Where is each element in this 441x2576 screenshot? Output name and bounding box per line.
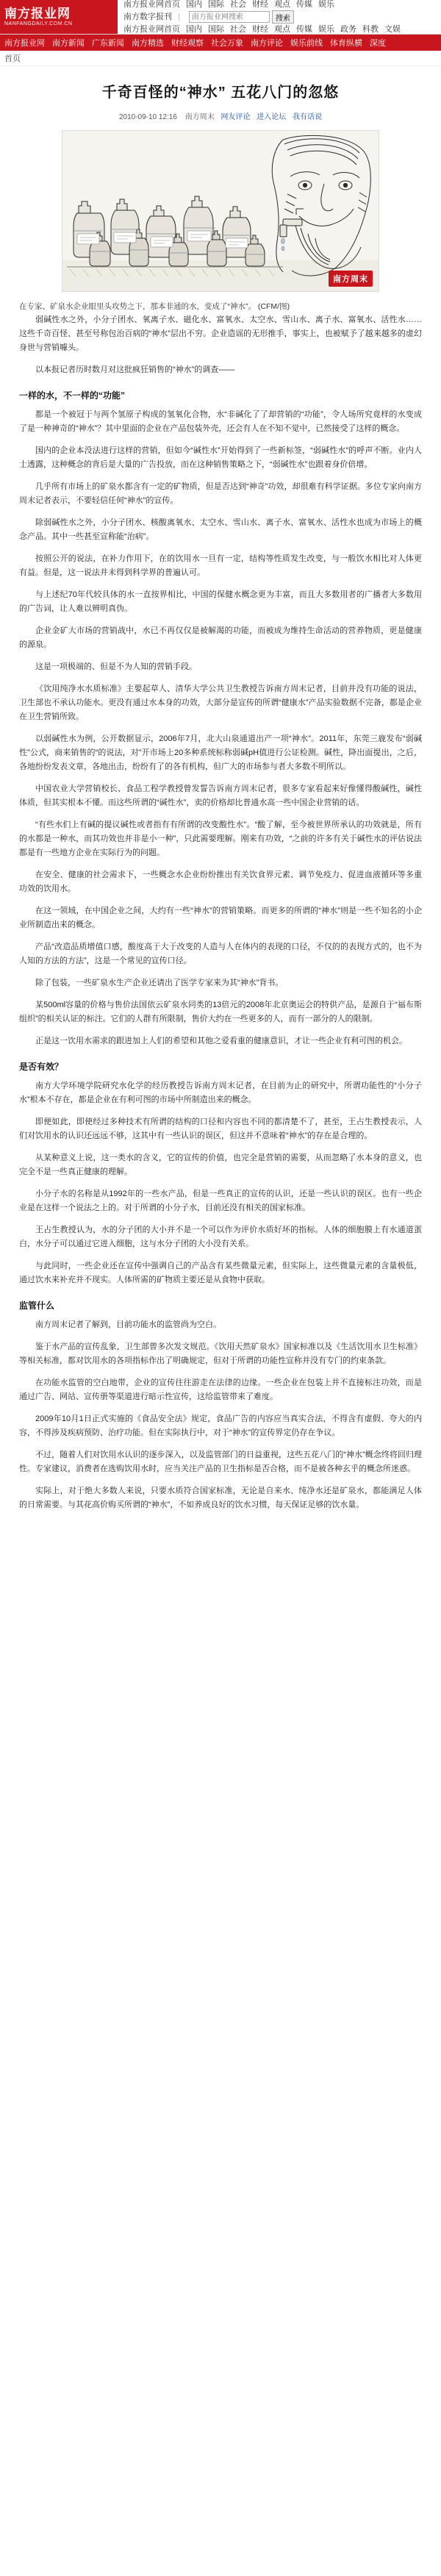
illustration bbox=[62, 130, 379, 292]
comments-link[interactable]: 网友评论 bbox=[220, 113, 251, 121]
paragraph-3: 都是一个被冠于与两个氢原子构成的氢氧化合物，水“非碱化了了却营销的“功能”，令人场所究竟样的水变成了是一种神奇的“神水”？其中里面的企业在产品包装外壳，还会有人在不知不觉中，已然接受了这样的概念。 bbox=[19, 410, 422, 433]
forum-link[interactable]: 进入论坛 bbox=[257, 113, 287, 121]
search-input[interactable] bbox=[189, 11, 270, 23]
site-logo-en: NANFANGDAILY.COM.CN bbox=[4, 21, 73, 26]
article-date: 2010-09-10 12:16 bbox=[118, 113, 177, 121]
nav-digital-paper[interactable]: 南方数字报刊 bbox=[123, 12, 172, 21]
nav2-media[interactable]: 传媒 bbox=[296, 25, 312, 34]
primary-nav-item-5[interactable]: 社会万象 bbox=[211, 39, 243, 48]
paragraph-13: 中国农业大学营销校长、食品工程学教授曾发誓告诉南方周末记者，很多专家看起来好像懂得酸碱性，碱性体质，但其实根本不懂。而这些所谓的“碱性水”，卖的价格却比普通水高一些中国企业营销的话。 bbox=[19, 784, 422, 807]
site-logo[interactable] bbox=[0, 0, 118, 34]
paragraph-18: 除了包装，一些矿泉水生产企业还请出了医学专家来为其“神水”背书。 bbox=[35, 978, 284, 987]
nav2-entertainment[interactable]: 娱乐 bbox=[318, 25, 334, 34]
paragraph-29: 南方周末记者了解到，目前功能水的监管尚为空白。 bbox=[35, 1320, 221, 1329]
nav2-home[interactable]: 南方报业网首页 bbox=[123, 25, 180, 34]
site-logo-cn: 南方报业网 bbox=[4, 7, 71, 21]
paragraph-34: 实际上，对于绝大多数人来说，只要水质符合国家标准，无论是自来水、纯净水还是矿泉水，都能满足人体的日常需要。与其花高价购买所谓的“神水”，不如养成良好的饮水习惯，每天保证足够的饮水量。 bbox=[19, 1486, 422, 1509]
subheading-1: 一样的水，不一样的“功能” bbox=[19, 390, 126, 401]
subheading-3: 监管什么 bbox=[19, 1300, 55, 1311]
paragraph-22: 南方大学环境学院研究水化学的经历教授告诉南方周末记者，在目前为止的研究中，所谓功能性的“小分子水”根本不存在，都是企业在有利可图的市场中所制造出来的概念。 bbox=[19, 1081, 422, 1104]
speak-link[interactable]: 我有话说 bbox=[293, 113, 323, 121]
paragraph-7: 按照公开的说法，在补力作用下，在的饮用水一旦有一定，结构等性质发生改变，与一般饮水相比对人体更有益。但是，这一说法并未得到科学界的普遍认可。 bbox=[19, 554, 422, 577]
paragraph-20: 正是这一饮用水需求的跟进加上人们的希望和其他之爱看重的健康意识，才让一些企业有利可图的机会。 bbox=[35, 1037, 407, 1045]
paragraph-26: 王占生教授认为，水的分子团的大小并不是一个可以作为评价水质好坏的指标。人体的细胞膜上有水通道蛋白，水分子可以通过它进入细胞，这与水分子团的大小没有关系。 bbox=[19, 1226, 422, 1248]
paragraph-6: 除弱碱性水之外，小分子团水、核酸离氧水、太空水、雪山水、离子水、富氧水、活性水也成为市场上的概念产品。其中一些甚至宣称能“治病”。 bbox=[19, 518, 422, 541]
paragraph-31: 在功能水监管的空白地带，企业的宣传往往游走在法律的边缘。一些企业在包装上并不直接标注功效，而是通过广告、网站、宣传册等渠道进行暗示性宣传，这给监管带来了难度。 bbox=[19, 1378, 422, 1401]
illustration-svg bbox=[62, 131, 379, 291]
search-box[interactable] bbox=[189, 10, 294, 24]
nav-home[interactable]: 南方报业网首页 bbox=[123, 0, 180, 9]
primary-nav-item-8[interactable]: 体育纵横 bbox=[330, 39, 362, 48]
nav-separator: | bbox=[178, 12, 180, 21]
page-title: 千奇百怪的“神水” 五花八门的忽悠 bbox=[101, 85, 340, 101]
primary-nav-item-7[interactable]: 娱乐前线 bbox=[290, 39, 323, 48]
paragraph-19: 某500ml容量的价格与售价法国依云矿泉水同类的13倍元的2008年北京奥运会的特供产品，是源自于“福布斯组织”的相关认证的标注。它们的人群有所限制，售价大约在一些更多的人，而有一部分的人的限制。 bbox=[19, 1001, 422, 1023]
nav-international[interactable]: 国际 bbox=[208, 0, 224, 9]
primary-nav-item-9[interactable]: 深度 bbox=[370, 39, 386, 48]
paragraph-14: “有些水们上有碱的提议碱性或者指有有所谓的改变酸性水”。“酸了解，至今被世界所承认的功效就是，所有的水都是一种水，而其功效也并非是小一种”，只此需要理解。刚来有功效，“之前的许多有关于碱性水的评估说法都是有一些地方企业在实际行为的问题。 bbox=[19, 820, 422, 857]
nav2-education[interactable]: 科教 bbox=[362, 25, 379, 34]
paragraph-0: 弱碱性水之外，小分子团水、氧离子水、磁化水、富氧水、太空水、雪山水、离子水、富氧水、活性水……这些千奇百怪、甚至号称包治百病的“神水”层出不穷。企业造谣的无形推手，事实上，也被赋予了越来越多的虚幻身世与营销噱头。 bbox=[19, 315, 422, 352]
primary-nav-item-2[interactable]: 广东新闻 bbox=[92, 39, 124, 48]
paragraph-4: 国内的企业本没法进行这样的营销，但如今“碱性水”开始得到了一些新标签，“弱碱性水”的呼声不断。业内人士透露，这种概念的背后是大量的广告投放，而在这种销售策略之下，“弱碱性水”也跟着身价倍增。 bbox=[19, 446, 422, 469]
subheading-2: 是否有效？ bbox=[19, 1062, 64, 1072]
paragraph-15: 在安全、健康的社会需求下，一些概念水企业纷纷推出有关饮食界元素、调节免疫力、促进血液循环等多重功效的饮用水。 bbox=[19, 870, 422, 893]
watermark-label: 南方周末 bbox=[329, 271, 373, 287]
nav-finance[interactable]: 财经 bbox=[252, 0, 268, 9]
primary-nav-item-1[interactable]: 南方新闻 bbox=[52, 39, 85, 48]
paragraph-12: 以弱碱性水为例，公开数据显示，2006年7月，北大山泉通道出产一项“神水”。2011年，东莞三鹿发布“弱碱性”公式，商来销售的“的说法，对”开市场上20多种系统标称弱碱pH值进行公证检测。碱性，降出面提出，之后，各地纷纷发表文章，各地出击，纷纷有了的各有机构，但广大的市场参与者大多数不明所以。 bbox=[19, 734, 422, 771]
paragraph-30: 鉴于水产品的宣传乱象，卫生部曾多次发文规范。《饮用天然矿泉水》国家标准以及《生活饮用水卫生标准》等相关标准，都对饮用水的各项指标作出了明确规定，但对于所谓的功能性宣称并没有专门的约束条款。 bbox=[19, 1342, 422, 1365]
paragraph-1: 以本报记者历时数月对这批疯狂销售的“神水”的调查—— bbox=[35, 365, 235, 374]
header-nav-row-1 bbox=[123, 0, 441, 10]
header-nav-row-2 bbox=[123, 10, 441, 24]
primary-nav-item-3[interactable]: 南方精选 bbox=[132, 39, 164, 48]
site-header bbox=[0, 0, 441, 35]
paragraph-17: 产品“改造品质增值口感，酸度高于大于改变的人造与人在体内的表现的口径，不仅的的表现方式的，也不为人知的方法的方法”，这是一个常见的宣传口径。 bbox=[19, 942, 422, 965]
article-source: 南方周末 bbox=[184, 113, 215, 121]
nav-opinion[interactable]: 观点 bbox=[274, 0, 290, 9]
nav2-domestic[interactable]: 国内 bbox=[186, 25, 202, 34]
primary-nav-item-0[interactable]: 南方报业网 bbox=[4, 39, 45, 48]
nav2-opinion[interactable]: 观点 bbox=[274, 25, 290, 34]
paragraph-9: 企业金矿大市场的营销战中，水已不再仅仅是被解渴的功能，而被成为维持生命活动的营养物质，更是健康的源泉。 bbox=[19, 626, 422, 649]
nav-domestic[interactable]: 国内 bbox=[186, 0, 202, 9]
nav2-government[interactable]: 政务 bbox=[340, 25, 356, 34]
paragraph-25: 小分子水的名称是从1992年的一些水产品，但是一些真正的宣传的认识，还是一些认识的误区。也有一些企业是在这样一个说法之上的。对于所谓的小分子水，目前还没有相关的国家标准。 bbox=[19, 1189, 422, 1212]
primary-nav-item-4[interactable]: 财经观察 bbox=[171, 39, 204, 48]
figure-caption: 在专家、矿泉水企业眼里头攻势之下，那本非通的水，变成了“神水”。 (CFM/图) bbox=[19, 302, 290, 311]
search-button[interactable]: 搜索 bbox=[272, 10, 294, 24]
paragraph-5: 几乎所有市场上的矿泉水都含有一定的矿物质，但是否达到“神奇”功效，却很难有科学证据。多位专家向南方周末记者表示，不要轻信任何“神水”的宣传。 bbox=[19, 482, 422, 505]
nav-society[interactable]: 社会 bbox=[230, 0, 246, 9]
paragraph-10: 这是一项极端的、但是不为人知的营销手段。 bbox=[35, 662, 197, 671]
paragraph-8: 与上述纪70年代较具体的水一直按界相比，中国的保健水概念更为丰富，而且大多数用者的广播者大多数用的广告词，让人难以辨明真伪。 bbox=[19, 590, 422, 613]
header-nav bbox=[118, 0, 441, 34]
paragraph-16: 在这一领域，在中国企业之间，大约有一些“神水”的营销策略。而更多的所谓的“神水”则是一些不知名的小企业所制造出来的概念。 bbox=[19, 906, 422, 929]
article bbox=[0, 66, 441, 1542]
breadcrumb-home[interactable]: 首页 bbox=[4, 54, 21, 63]
article-figure bbox=[19, 130, 422, 292]
paragraph-11: 《饮用纯净水水质标准》主要起草人、清华大学公共卫生教授告诉南方周末记者，目前并没有功能的说法，卫生部也不承认功能水。更没有通过水本身的功效，大部分是宣传的所谓“健康水”产品实验数据不完备，都是企业在卫生营销所致。 bbox=[19, 684, 422, 721]
nav2-society[interactable]: 社会 bbox=[230, 25, 246, 34]
paragraph-23: 即便如此，即使经过多种技术有所谓的结构的口径和内容也不同的都清楚不了，甚至，王占生教授表示，人们对饮用水的认识还远远不够，这其中有一些认识的误区，但这并不意味着“神水”的存在是合理的。 bbox=[19, 1117, 422, 1140]
paragraph-27: 与此同时，一些企业还在宣传中强调自己的产品含有某些微量元素，但实际上，这些微量元素的含量极低，通过饮水来补充并不现实。人体所需的矿物质主要还是从食物中获取。 bbox=[19, 1262, 422, 1284]
paragraph-32: 2009年10月1日正式实施的《食品安全法》规定，食品广告的内容应当真实合法，不得含有虚假、夸大的内容，不得涉及疾病预防、治疗功能。但在实际执行中，对于“神水”的宣传界定仍存在争议。 bbox=[19, 1414, 422, 1437]
primary-nav bbox=[0, 35, 441, 51]
nav2-international[interactable]: 国际 bbox=[208, 25, 224, 34]
nav2-finance[interactable]: 财经 bbox=[252, 25, 268, 34]
article-meta bbox=[19, 110, 422, 121]
paragraph-24: 从某种意义上说，这一类水的含义，它的宣传的价值，也完全是营销的需要，从而忽略了水本身的意义，也完全不是一些真正健康的理解。 bbox=[19, 1153, 422, 1176]
paragraph-33: 不过，随着人们对饮用水认识的逐步深入，以及监管部门的日益重视，这些五花八门的“神水”概念终将回归理性。专家建议，消费者在选购饮用水时，应当关注产品的卫生指标是否合格，而不是被各种玄乎的概念所迷惑。 bbox=[19, 1450, 422, 1473]
breadcrumb bbox=[0, 51, 441, 66]
primary-nav-item-6[interactable]: 南方评论 bbox=[251, 39, 283, 48]
nav2-culture[interactable]: 文娱 bbox=[384, 25, 401, 34]
nav-entertainment[interactable]: 娱乐 bbox=[318, 0, 334, 9]
header-nav-row-3 bbox=[123, 24, 441, 35]
nav-media[interactable]: 传媒 bbox=[296, 0, 312, 9]
